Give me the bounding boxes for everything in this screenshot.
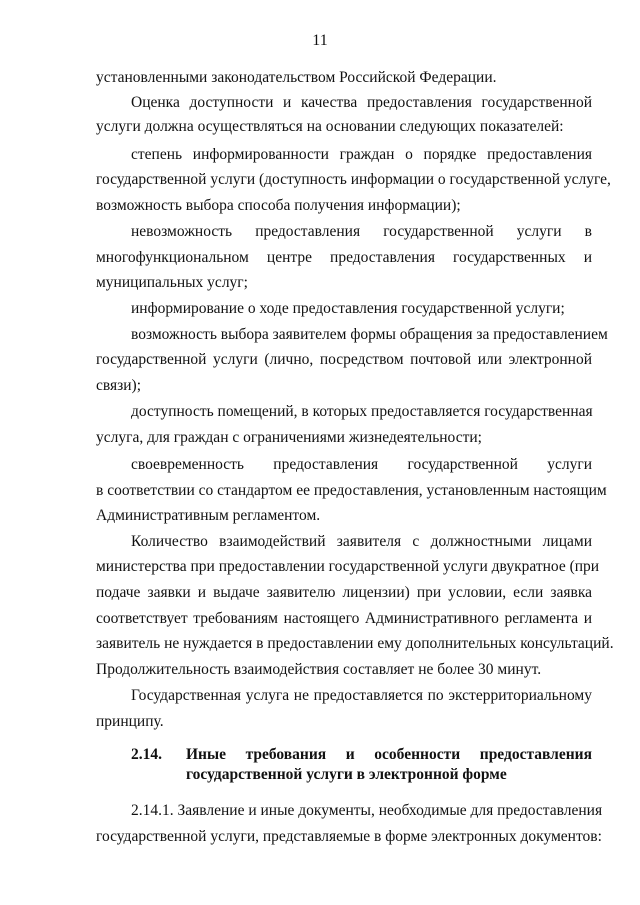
paragraph-line: Оценка доступности и качества предоставления государственной xyxy=(131,94,592,111)
paragraph-line: невозможность предоставления государственной услуги в xyxy=(131,223,592,240)
text-line: подаче заявки и выдаче заявителю лицензии) при условии, если заявка xyxy=(96,584,592,601)
paragraph-line: степень информированности граждан о порядке предоставления xyxy=(131,146,592,163)
text-line: Продолжительность взаимодействия составляет не более 30 минут. xyxy=(96,661,542,678)
text-line: услуга, для граждан с ограничениями жизнедеятельности; xyxy=(96,429,482,446)
section-title-line: Иные требования и особенности предоставления xyxy=(186,746,592,763)
text-line: принципу. xyxy=(96,713,164,730)
text-line: муниципальных услуг; xyxy=(96,274,248,291)
text-line: услуги должна осуществляться на основании следующих показателей: xyxy=(96,118,564,135)
text-line: соответствует требованиям настоящего Административного регламента и xyxy=(96,610,592,627)
paragraph-line: Государственная услуга не предоставляется по экстерриториальному xyxy=(131,687,592,704)
paragraph-line: информирование о ходе предоставления государственной услуги; xyxy=(131,300,565,317)
text-line: заявитель не нуждается в предоставлении ему дополнительных консультаций. xyxy=(96,635,614,652)
text-line: государственной услуги (лично, посредством почтовой или электронной xyxy=(96,351,592,368)
section-number: 2.14. xyxy=(131,746,162,763)
text-line: многофункциональном центре предоставления государственных и xyxy=(96,249,592,266)
text-line: государственной услуги, представляемые в форме электронных документов: xyxy=(96,828,602,845)
text-line: в соответствии со стандартом ее предоставления, установленным настоящим xyxy=(96,482,607,499)
text-line: установленными законодательством Российской Федерации. xyxy=(96,69,497,86)
text-line: Административным регламентом. xyxy=(96,507,321,524)
page-number: 11 xyxy=(312,32,328,49)
paragraph-line: Количество взаимодействий заявителя с должностными лицами xyxy=(131,533,592,550)
text-line: министерства при предоставлении государственной услуги двукратное (при xyxy=(96,558,600,575)
paragraph-line: 2.14.1. Заявление и иные документы, необходимые для предоставления xyxy=(131,802,603,819)
text-line: государственной услуги (доступность информации о государственной услуге, xyxy=(96,171,611,188)
paragraph-line: доступность помещений, в которых предоставляется государственная xyxy=(131,403,593,420)
paragraph-line: своевременность предоставления государственной услуги xyxy=(131,456,592,473)
paragraph-line: возможность выбора заявителем формы обращения за предоставлением xyxy=(131,326,608,343)
text-line: возможность выбора способа получения информации); xyxy=(96,197,461,214)
text-line: связи); xyxy=(96,377,142,394)
section-title-line: государственной услуги в электронной форме xyxy=(186,766,507,783)
